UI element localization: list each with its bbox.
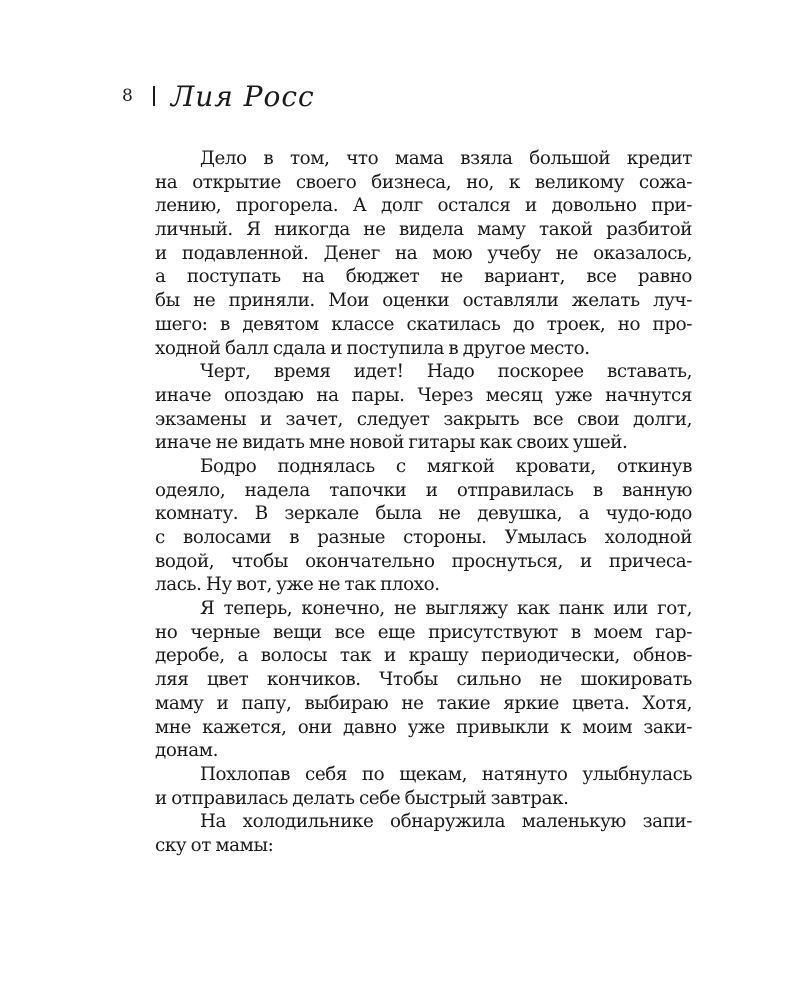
text-line: личный. Я никогда не видела маму такой разбитой xyxy=(155,219,692,241)
body-text xyxy=(155,147,692,858)
text-line: комнату. В зеркале была не девушка, а чудо-юдо xyxy=(155,503,692,525)
text-line: На холодильнике обнаружила маленькую запи- xyxy=(200,811,692,833)
author-name: Лия Росс xyxy=(170,79,315,113)
header-divider xyxy=(153,86,155,106)
text-line: но черные вещи все еще присутствуют в моем гар- xyxy=(155,621,692,643)
text-line: экзамены и зачет, следует закрыть все свои долги, xyxy=(155,408,692,430)
text-line: ляя цвет кончиков. Чтобы сильно не шокировать xyxy=(155,669,692,691)
text-line: Дело в том, что мама взяла большой кредит xyxy=(200,148,692,169)
text-line: одеяло, надела тапочки и отправилась в ванную xyxy=(155,479,692,501)
text-line: водой, чтобы окончательно проснуться, и причеса- xyxy=(155,550,692,572)
text-line: Бодро поднялась с мягкой кровати, откинув xyxy=(200,455,692,477)
paragraph xyxy=(155,763,692,810)
text-line: с волосами в разные стороны. Умылась холодной xyxy=(155,527,692,548)
paragraph xyxy=(155,147,692,360)
text-line: лению, прогорела. А долг остался и довольно при- xyxy=(155,195,692,217)
text-line: шего: в девятом классе скатилась до троек, но про- xyxy=(155,313,692,335)
text-line: бы не приняли. Мои оценки оставляли желать луч- xyxy=(155,290,692,312)
page-number: 8 xyxy=(122,86,133,106)
text-line: иначе не видать мне новой гитары как своих ушей. xyxy=(155,432,628,454)
text-line: донам. xyxy=(155,740,218,762)
text-line: маму и папу, выбираю не такие яркие цвета. Хотя, xyxy=(155,692,692,714)
running-head xyxy=(122,78,315,114)
text-line: Похлопав себя по щекам, натянуто улыбнулась xyxy=(200,763,692,785)
paragraph xyxy=(155,455,692,597)
text-line: Я теперь, конечно, не выгляжу как панк или гот, xyxy=(200,598,692,620)
text-line: деробе, а волосы так и крашу периодически, обнов- xyxy=(155,645,692,667)
text-line: и подавленной. Денег на мою учебу не оказалось, xyxy=(155,242,692,264)
paragraph xyxy=(155,360,692,455)
paragraph xyxy=(155,597,692,763)
text-line: а поступать на бюджет не вариант, все равно xyxy=(155,266,692,288)
text-line: на открытие своего бизнеса, но, к великому сожа- xyxy=(155,171,692,193)
text-line: лась. Ну вот, уже не так плохо. xyxy=(155,574,440,596)
text-line: иначе опоздаю на пары. Через месяц уже начнутся xyxy=(155,384,692,406)
text-line: мне кажется, они давно уже привыкли к моим заки- xyxy=(155,716,692,738)
text-line: ходной балл сдала и поступила в другое место. xyxy=(155,337,590,359)
paragraph xyxy=(155,810,692,857)
text-line: и отправилась делать себе быстрый завтрак. xyxy=(155,787,569,809)
text-line: Черт, время идет! Надо поскорее вставать, xyxy=(200,361,692,383)
text-line: ску от мамы: xyxy=(155,834,274,856)
